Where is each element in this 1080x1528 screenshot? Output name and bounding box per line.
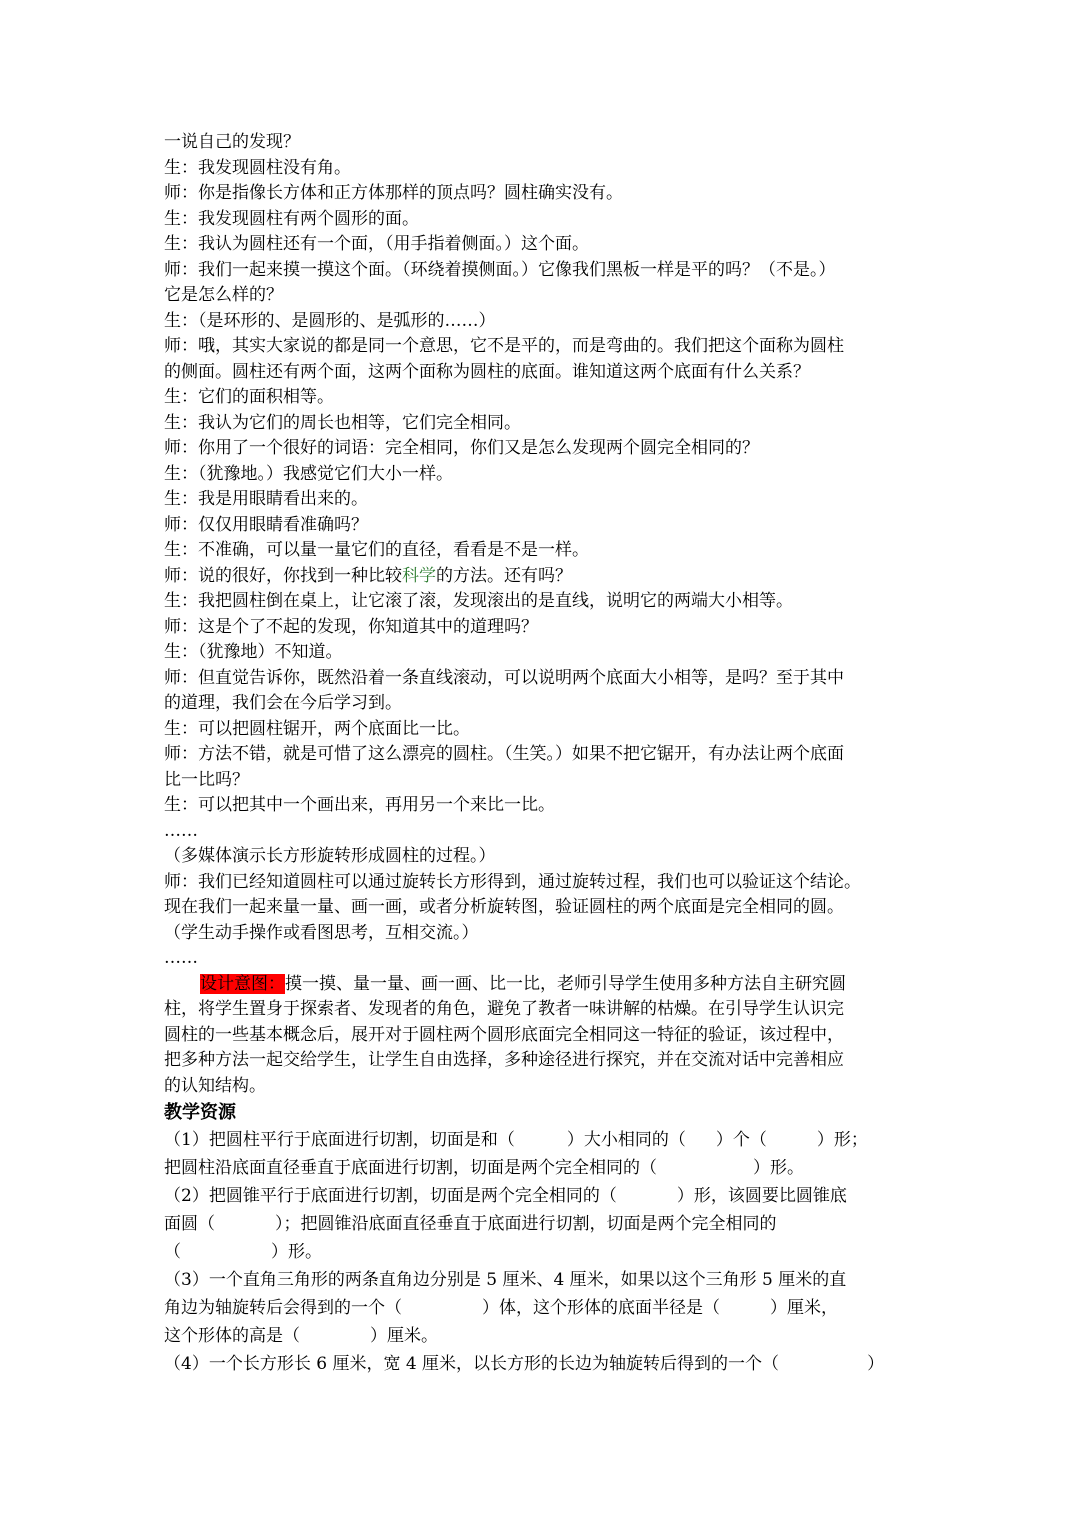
text-span: 师：说的很好，你找到一种比较 xyxy=(164,565,402,586)
text-line: 的道理，我们会在今后学习到。 xyxy=(164,693,402,713)
text-line: 的侧面。圆柱还有两个面，这两个面称为圆柱的底面。谁知道这两个底面有什么关系？ xyxy=(164,361,810,382)
text-span: 这个形体的高是（ xyxy=(164,1326,300,1346)
text-line: 柱，将学生置身于探索者、发现者的角色，避免了教者一味讲解的枯燥。在引导学生认识完 xyxy=(164,999,844,1019)
text-span: （4）一个长方形长 6 厘米，宽 4 厘米，以长方形的长边为轴旋转后得到的一个（ xyxy=(164,1354,780,1374)
text-line: （多媒体演示长方形旋转形成圆柱的过程。） xyxy=(164,846,496,866)
text-line: 生：可以把圆柱锯开，两个底面比一比。 xyxy=(164,718,470,739)
text-span: （2）把圆锥平行于底面进行切割，切面是两个完全相同的（ xyxy=(164,1186,617,1206)
text-line: 师：仅仅用眼睛看准确吗？ xyxy=(164,514,368,535)
text-line: 师：这是个了不起的发现，你知道其中的道理吗？ xyxy=(164,616,538,637)
exercise-line: （3）一个直角三角形的两条直角边分别是 5 厘米、4 厘米，如果以这个三角形 5 厘米的直 xyxy=(164,1270,847,1290)
design-intent-block xyxy=(164,972,918,1100)
text-line: 师：方法不错，就是可惜了这么漂亮的圆柱。（生笑。）如果不把它锯开，有办法让两个底面 xyxy=(164,744,844,764)
text-line: 师：我们一起来摸一摸这个面。（环绕着摸侧面。）它像我们黑板一样是平的吗？（不是。） xyxy=(164,259,836,280)
text-span: ）厘米。 xyxy=(370,1326,438,1346)
text-span: ） xyxy=(867,1354,885,1374)
text-line-science xyxy=(164,564,918,590)
text-line: 生：我是用眼睛看出来的。 xyxy=(164,489,368,509)
text-line: 生：它们的面积相等。 xyxy=(164,387,334,407)
exercise-line xyxy=(164,1350,918,1378)
text-line: 生：我认为它们的周长也相等，它们完全相同。 xyxy=(164,412,521,433)
text-line: 生：不准确，可以量一量它们的直径，看看是不是一样。 xyxy=(164,540,589,560)
text-span: 把圆柱沿底面直径垂直于底面进行切割，切面是两个完全相同的（ xyxy=(164,1158,657,1178)
text-line: 圆柱的一些基本概念后，展开对于圆柱两个圆形底面完全相同这一特征的验证，该过程中， xyxy=(164,1024,844,1045)
text-span: ）形，该圆要比圆锥底 xyxy=(676,1186,847,1206)
text-line: 师：但直觉告诉你，既然沿着一条直线滚动，可以说明两个底面大小相等，是吗？至于其中 xyxy=(164,667,844,688)
text-line: 生：（犹豫地）不知道。 xyxy=(164,642,343,662)
text-span: （ xyxy=(164,1242,181,1262)
design-intent-first-line xyxy=(164,972,918,998)
text-line: 现在我们一起来量一量、画一画，或者分析旋转图，验证圆柱的两个底面是完全相同的圆。 xyxy=(164,897,844,917)
text-line: 的认知结构。 xyxy=(164,1075,266,1096)
text-line: 生：可以把其中一个画出来，再用另一个来比一比。 xyxy=(164,795,555,815)
text-line: 把多种方法一起交给学生，让学生自由选择，多种途径进行探究，并在交流对话中完善相应 xyxy=(164,1050,844,1070)
text-span: 角边为轴旋转后会得到的一个（ xyxy=(164,1298,402,1318)
exercise-line xyxy=(164,1210,918,1238)
text-span: ）；把圆锥沿底面直径垂直于底面进行切割，切面是两个完全相同的 xyxy=(275,1214,777,1234)
text-line: 生：我认为圆柱还有一个面，（用手指着侧面。）这个面。 xyxy=(164,234,589,254)
text-line: 生：我把圆柱倒在桌上，让它滚了滚，发现滚出的是直线，说明它的两端大小相等。 xyxy=(164,591,793,611)
text-span: ）形。 xyxy=(271,1242,322,1262)
text-line: 师：你是指像长方体和正方体那样的顶点吗？圆柱确实没有。 xyxy=(164,183,623,203)
ellipsis-line: …… xyxy=(164,820,198,841)
text-span: ）形； xyxy=(816,1130,868,1150)
text-line: 生：我发现圆柱没有角。 xyxy=(164,157,351,178)
dialogue-block xyxy=(164,130,918,972)
design-intent-label: 设计意图： xyxy=(200,973,285,994)
text-line: 师：你用了一个很好的词语：完全相同，你们又是怎么发现两个圆完全相同的？ xyxy=(164,438,759,458)
text-line: 生：（是环形的、是圆形的、是弧形的……） xyxy=(164,310,496,331)
text-line: 师：我们已经知道圆柱可以通过旋转长方形得到，通过旋转过程，我们也可以验证这个结论。 xyxy=(164,871,861,892)
text-line: （学生动手操作或看图思考，互相交流。） xyxy=(164,922,479,943)
exercise-line xyxy=(164,1182,918,1210)
exercise-line xyxy=(164,1154,918,1182)
text-span: （1）把圆柱平行于底面进行切割，切面是和（ xyxy=(164,1130,515,1150)
ellipsis-line: …… xyxy=(164,948,198,968)
text-line: 一说自己的发现？ xyxy=(164,132,300,152)
text-line: 师：哦，其实大家说的都是同一个意思，它不是平的，而是弯曲的。我们把这个面称为圆柱 xyxy=(164,336,844,356)
text-line: 比一比吗？ xyxy=(164,769,249,790)
exercise-line xyxy=(164,1294,918,1322)
text-line: 它是怎么样的？ xyxy=(164,285,283,305)
text-span: ）形。 xyxy=(753,1158,804,1178)
section-heading: 教学资源 xyxy=(164,1102,236,1123)
exercise-line xyxy=(164,1126,918,1154)
text-line: 生：（犹豫地。）我感觉它们大小一样。 xyxy=(164,463,453,484)
document-page xyxy=(164,130,918,1378)
exercise-line xyxy=(164,1322,918,1350)
exercise-line xyxy=(164,1238,918,1266)
science-highlight: 科学 xyxy=(402,565,436,586)
text-span: 面圆（ xyxy=(164,1214,215,1234)
text-span: ）大小相同的（ xyxy=(566,1130,686,1150)
text-line: 生：我发现圆柱有两个圆形的面。 xyxy=(164,208,419,229)
exercise-block xyxy=(164,1126,918,1378)
text-span: ）厘米， xyxy=(770,1298,838,1318)
text-span: 摸一摸、量一量、画一画、比一比，老师引导学生使用多种方法自主研究圆 xyxy=(285,973,846,994)
text-span: 的方法。还有吗？ xyxy=(436,565,572,586)
text-span: ）体，这个形体的底面半径是（ xyxy=(482,1298,720,1318)
text-span: ）个（ xyxy=(715,1130,767,1150)
